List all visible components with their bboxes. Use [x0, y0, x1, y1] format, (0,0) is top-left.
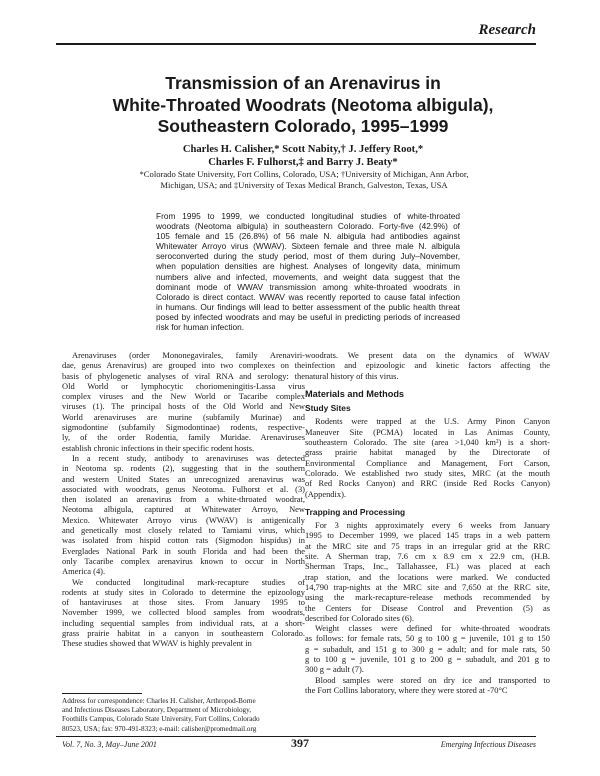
- text-line: viruses (1). The principal hosts of the Old World and New: [62, 401, 305, 412]
- text-line: in Neotoma sp. rodents (2), suggesting that in the southern: [62, 463, 305, 474]
- text-line: basis of phylogenetic analyses of viral RNA and serology: the: [62, 370, 305, 381]
- footnote-rule: [62, 693, 142, 694]
- text-line: We conducted longitudinal mark-recapture studies of: [72, 576, 305, 587]
- text-line: November 1999, we collected blood samples from woodrats,: [62, 607, 305, 618]
- spacer: [305, 499, 550, 505]
- text-line: trap station, and the locations were marked. We conducted: [305, 571, 550, 582]
- affiliation-line: *Colorado State University, Fort Collins, Colorado, USA; †University of Michigan, Ann Arbor,: [139, 169, 469, 179]
- text-line: at the MRC site and 75 traps in an irregular grid at the RRC: [305, 540, 550, 551]
- title-line: White-Throated Woodrats (Neotoma albigula),: [112, 94, 494, 115]
- author-line: Charles H. Calisher,* Scott Nabity,† J. Jeffery Root,*: [182, 144, 424, 155]
- text-line: of Red Rocks Canyon) and RRC (inside Red Rocks Canyon): [305, 478, 550, 489]
- right-column: [305, 350, 550, 695]
- text-line: was isolated from hispid cotton rats (Sigmodon hispidus) in: [62, 535, 305, 546]
- footnote-line: Foothills Campus, Colorado State University, Fort Collins, Colorado: [62, 715, 260, 724]
- text-line: Old World or lymphocytic choriomeningitis-Lassa virus: [62, 380, 305, 391]
- footnote-line: and Infectious Diseases Laboratory, Department of Microbiology,: [62, 706, 252, 715]
- heading-study-sites: Study Sites: [305, 403, 351, 414]
- section-label: Research: [478, 22, 536, 38]
- title-line: Southeastern Colorado, 1995–1999: [157, 116, 449, 136]
- journal-issue: Vol. 7, No. 3, May–June 2001: [62, 740, 157, 749]
- text-line: Colorado. We established two study sites, MRC (at the mouth: [305, 467, 550, 478]
- text-line: grass prairie habitat in a canyon in southeastern Colorado.: [62, 628, 305, 639]
- text-line: dae, genus Arenavirus) are grouped into two complexes on the: [62, 360, 305, 371]
- text-line: Everglades National Park in south Florida and had been the: [62, 545, 305, 556]
- text-line: using the mark-recapture-release methods recommended by: [305, 592, 550, 603]
- text-line: complex viruses and the New World or Tacaribe complex: [62, 391, 305, 402]
- text-line: 300 g = adult (7).: [305, 664, 364, 675]
- text-line: Arenaviruses (order Mononegavirales, family Arenaviri-: [72, 350, 305, 360]
- text-line: grass prairie habitat managed by the Directorate of: [305, 447, 550, 458]
- text-line: America (4).: [62, 566, 106, 577]
- text-line: site. A Sherman trap, 7.6 cm x 8.9 cm x 22.9 cm, (H.B.: [305, 551, 550, 562]
- text-line: and western United States an unrecognized arenavirus was: [62, 473, 305, 484]
- text-line: described for Colorado sites (6).: [305, 612, 414, 623]
- text-line: For 3 nights approximately every 6 weeks from January: [315, 520, 550, 531]
- text-line: Mexico. Whitewater Arroyo virus (WWAV) is antigenically: [62, 514, 305, 525]
- text-line: sigmodontine (subfamily Sigmodontinae) rodents, respective-: [62, 422, 305, 433]
- text-line: g to 100 g = juvenile, 101 g to 200 g = subadult, and 201 g to: [305, 654, 550, 665]
- abstract-line: numbers alive and infected, movements, and weight data suggest that the: [156, 271, 460, 282]
- text-line: Neotoma albigula, captured at Whitewater Arroyo, New: [62, 504, 305, 515]
- text-line: Sherman Traps, Inc., Tallahassee, FL) was placed at each: [305, 561, 550, 572]
- text-line: then isolated an arenavirus from a white-throated woodrat,: [62, 494, 305, 505]
- text-line: In a recent study, antibody to arenaviruses was detected: [72, 452, 305, 463]
- text-line: These studies showed that WWAV is highly prevalent in: [62, 638, 252, 649]
- text-line: Environmental Compliance and Management, Fort Carson,: [305, 457, 550, 468]
- article-title: [60, 73, 546, 138]
- text-line: Maneuver Site (PCMA) located in Las Animas County,: [305, 426, 550, 437]
- journal-name: Emerging Infectious Diseases: [440, 740, 536, 749]
- abstract-line: From 1995 to 1999, we conducted longitudinal studies of white-throated: [156, 211, 460, 221]
- heading-materials-methods: Materials and Methods: [305, 388, 405, 399]
- header-rule: [56, 43, 536, 45]
- abstract: [156, 211, 460, 332]
- text-line: infection and epizoologic and kinetic factors affecting the: [305, 360, 550, 371]
- abstract-line: dominant mode of WWAV transmission among white-throated woodrats in: [156, 281, 460, 292]
- text-line: including sequential samples from individual rats, at a short-: [62, 617, 305, 628]
- text-line: (Appendix).: [305, 488, 347, 499]
- author-list: [60, 143, 546, 169]
- text-line: rodents at study sites in Colorado to determine the epizoology: [62, 586, 305, 597]
- text-line: establish chronic infections in their specific rodent hosts.: [62, 442, 255, 453]
- text-line: only Tacaribe complex arenavirus known to occur in North: [62, 555, 305, 566]
- text-line: World arenaviruses are murine (subfamily Murinae) and: [62, 411, 305, 422]
- text-line: g = subadult, and 151 g to 300 g = adult; and for male rats, 50: [305, 643, 550, 654]
- abstract-line: Colorado is direct contact. WWAV was recently reported to cause fatal infection: [156, 291, 460, 302]
- abstract-line: woodrats (Neotoma albigula) in southeastern Colorado. Forty-five (42.9%) of: [156, 221, 460, 232]
- text-line: ly, of the order Rodentia, family Muridae. Arenaviruses: [62, 432, 305, 443]
- abstract-line: Whitewater Arroyo virus (WWAV). Sixteen female and three male N. albigula: [156, 241, 460, 252]
- text-line: woodrats. We present data on the dynamics of WWAV: [305, 350, 550, 360]
- text-line: and genetically most closely related to Tamiami virus, which: [62, 525, 305, 536]
- text-line: 14,790 trap-nights at the MRC site and 7,650 at the RRC site,: [305, 581, 550, 592]
- abstract-line: in humans. Our findings will lead to better assessment of the public health threat: [156, 301, 460, 312]
- text-line: southeastern Colorado. The site (area >1,040 km²) is a short-: [305, 437, 550, 448]
- title-line: Transmission of an Arenavirus in: [165, 73, 441, 93]
- correspondence-footnote: [62, 697, 305, 734]
- text-line: natural history of this virus.: [305, 370, 399, 381]
- abstract-line: risk for human infection.: [156, 322, 245, 333]
- text-line: Blood samples were stored on dry ice and transported to: [315, 674, 550, 685]
- abstract-line: 105 female and 15 (26.8%) of 56 male N. albigula had antibodies against: [156, 231, 460, 242]
- page-number: 397: [291, 736, 309, 750]
- abstract-line: seroconverted during the study period, most of them during July–November,: [156, 251, 460, 262]
- text-line: of hantaviruses at those sites. From January 1995 to: [62, 597, 305, 608]
- affiliation-line: Michigan, USA; and ‡University of Texas Medical Branch, Galveston, Texas, USA: [160, 180, 448, 191]
- spacer: [305, 381, 550, 387]
- text-line: Weight classes were defined for white-throated woodrats: [315, 623, 550, 634]
- text-line: Rodents were trapped at the U.S. Army Pinon Canyon: [315, 416, 550, 427]
- affiliations: [74, 169, 534, 191]
- text-line: the Centers for Disease Control and Prevention (5) as: [305, 602, 550, 613]
- abstract-line: when population densities are highest. Analyses of longevity data, minimum: [156, 261, 460, 272]
- author-line: Charles F. Fulhorst,‡ and Barry J. Beaty*: [208, 157, 398, 168]
- heading-trapping: Trapping and Processing: [305, 506, 406, 517]
- abstract-line: posed by infected woodrats and may be useful in predicting periods of increased: [156, 311, 460, 322]
- text-line: associated with woodrats, genus Neotoma. Fulhorst et al. (3): [62, 483, 305, 494]
- footnote-line: Address for correspondence: Charles H. Calisher, Arthropod-Borne: [62, 697, 256, 705]
- text-line: the Fort Collins laboratory, where they were stored at -70°C: [305, 684, 508, 695]
- text-line: 1995 to December 1999, we placed 145 traps in a web pattern: [305, 530, 550, 541]
- text-line: as follows: for female rats, 50 g to 100 g = juvenile, 101 g to 150: [305, 633, 550, 644]
- left-column: [62, 350, 305, 649]
- footnote-line: 80523, USA; fax: 970-491-8323; e-mail: calisher@promedmail.org: [62, 724, 257, 733]
